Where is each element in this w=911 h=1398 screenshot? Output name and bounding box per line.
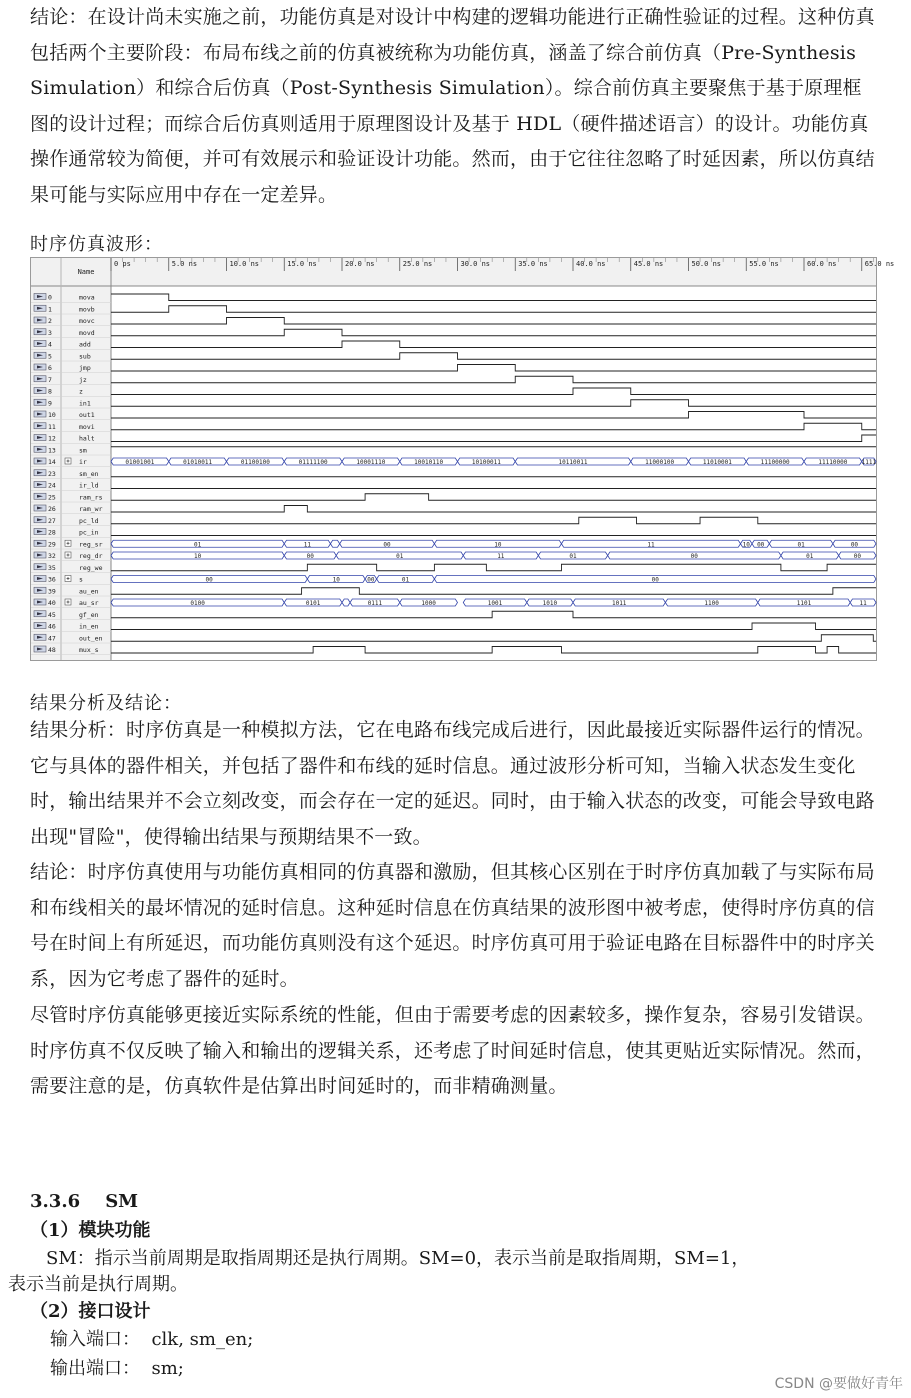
signal-name: jz [79,375,87,384]
bus-value: 1111 [861,459,877,466]
signal-wave [111,564,876,571]
time-label: 45.0 ns [633,260,664,268]
signal-row [31,552,876,561]
signal-index: 25 [48,493,56,502]
signal-name: s [79,575,83,584]
bus-value: 00 [205,576,213,584]
section-heading [30,1191,138,1212]
signal-row [31,540,876,549]
signal-wave [111,306,876,313]
time-label: 20.0 ns [345,260,375,268]
signal-row [31,529,876,538]
signal-index: 8 [48,387,52,396]
conclusion-paragraph: 结论：时序仿真使用与功能仿真相同的仿真器和激励，但其核心区别在于时序仿真加载了与实际布局和布线相关的最坏情况的延时信息。这种延时信息在仿真结果的波形图中被考虑，使得时序仿真的信号在时间上有所延迟，而功能仿真则没有这个延迟。时序仿真可用于验证电路在目标器件中的时序关系，因为它考虑了器件的延时。 [30,861,875,990]
signal-name: jmp [79,364,91,372]
signal-row [31,329,876,338]
bus-value: 1101 [796,600,812,607]
time-label: 25.0 ns [402,260,433,268]
signal-row [31,493,876,502]
signal-name: reg_we [79,563,103,572]
bus-value: 10100011 [471,459,501,466]
caveat-paragraph: 尽管时序仿真能够更接近实际系统的性能，但由于需要考虑的因素较多，操作复杂，容易引发错误。时序仿真不仅反映了输入和输出的逻辑关系，还考虑了时间延时信息，使其更贴近实际情况。然而，需要注意的是，仿真软件是估算出时间延时的，而非精确测量。 [30,1004,875,1097]
output-port-label: 输出端口： [50,1358,140,1379]
section-title: SM [105,1191,139,1212]
bus-segment [342,599,350,606]
bus-value: 0111 [367,600,383,607]
time-label: 65.0 ns [864,260,895,268]
signal-row [31,341,876,350]
signal-index: 10 [48,411,56,419]
bus-value: 11 [859,600,867,607]
input-port-row [50,1325,253,1351]
signal-name: reg_sr [79,540,103,549]
waveform-figure [30,257,895,661]
signal-name: in1 [79,399,91,408]
bus-value: 11000100 [645,459,675,466]
bus-value: 0101 [305,600,321,607]
signal-name: ram_rs [79,493,103,502]
time-label: 55.0 ns [749,260,779,268]
signal-wave [111,412,876,419]
signal-row [31,587,876,596]
watermark: CSDN @要做好青年 [774,1376,903,1392]
bus-value: 01 [401,576,410,584]
signal-row [31,611,876,620]
bus-value: 10 [194,553,202,560]
bus-value: 01 [797,541,805,549]
signal-index: 1 [48,305,52,314]
signal-row [31,576,876,585]
signal-index: 3 [48,328,52,337]
subheading-module-function: （1）模块功能 [30,1220,151,1241]
signal-row [31,482,876,491]
signal-wave [111,400,876,407]
bus-value: 00 [306,553,314,560]
signal-name: gf_en [79,610,99,619]
signal-index: 2 [48,317,52,325]
signal-row [31,305,876,314]
signal-wave [111,435,876,442]
signal-wave [111,318,876,325]
time-label: 10.0 ns [229,260,260,268]
signal-row [31,634,876,643]
bus-value: 11 [497,553,505,560]
signal-row [31,623,876,632]
signal-row [31,411,876,420]
signal-index: 47 [48,634,56,643]
input-port-value: clk, sm_en; [151,1329,254,1350]
sm-description-line2: 表示当前是执行周期。 [8,1274,188,1295]
signal-row [31,646,876,655]
bus-value: 00 [757,541,765,549]
signal-wave [111,388,876,395]
signal-name: ir_ld [79,481,99,490]
signal-row [31,364,876,373]
signal-wave [111,611,876,618]
signal-wave [111,353,876,360]
signal-name: movi [79,422,95,431]
time-label: 40.0 ns [576,260,606,268]
bus-value: 01 [194,541,202,549]
time-label: 15.0 ns [287,260,317,268]
signal-index: 39 [48,587,56,596]
signal-index: 6 [48,364,52,372]
signal-row [31,317,876,326]
signal-index: 27 [48,516,56,525]
signal-row [31,599,876,608]
signal-wave [111,647,876,654]
bus-value: 1010 [542,600,558,607]
signal-wave [111,329,876,336]
signal-index: 4 [48,340,52,349]
signal-name: movd [79,328,95,337]
bus-value: 10001110 [356,459,386,466]
time-label: 30.0 ns [460,260,491,268]
bus-value: 01010011 [183,459,213,466]
bus-value: 00 [853,553,861,560]
signal-wave [111,294,876,301]
signal-index: 48 [48,646,56,654]
intro-paragraph: 结论：在设计尚未实施之前，功能仿真是对设计中构建的逻辑功能进行正确性验证的过程。这种仿真包括两个主要阶段：布局布线之前的仿真被统称为功能仿真，涵盖了综合前仿真（Pre-Synthesis Simulation）和综合后仿真（Post-Synthesis Simulation）。综合前仿真主要聚焦于基于原理框图的设计过程；而综合后仿真则适用于原理图设计及基于 HDL（硬件描述语言）的设计。功能仿真操作通常较为简便，并可有效展示和验证设计功能。然而，由于它往往忽略了时延因素，所以仿真结果可能与实际应用中存在一定差异。 [30,6,875,206]
signal-row [31,423,876,432]
signal-row [31,505,876,514]
name-column-header: Name [77,268,95,276]
bus-value: 11100000 [760,459,790,466]
signal-name: movb [79,305,95,314]
signal-wave [111,494,876,501]
time-label: 5.0 ns [171,260,198,268]
waveform-svg [31,258,895,660]
signal-index: 5 [48,352,52,361]
signal-name: add [79,340,91,349]
signal-name: sm [79,446,87,455]
signal-index: 12 [48,434,56,443]
time-label: 35.0 ns [518,260,548,268]
bus-value: 01111100 [298,459,328,466]
signal-name: in_en [79,622,99,631]
bus-value: 10010110 [414,459,444,466]
signal-name: ram_wr [79,505,103,513]
analysis-caption: 结果分析及结论： [30,693,182,714]
output-port-row [50,1354,184,1380]
signal-name: au_sr [79,599,99,607]
bus-value: 1100 [704,600,719,607]
bus-value: 10 [494,541,502,549]
signal-index: 29 [48,540,56,549]
bus-value: 1001 [487,600,503,607]
signal-index: 14 [48,458,56,466]
signal-name: movа [79,293,95,302]
signal-name: z [79,387,83,396]
analysis-paragraph: 结果分析：时序仿真是一种模拟方法，它在电路布线完成后进行，因此最接近实际器件运行的情况。它与具体的器件相关，并包括了器件和布线的延时信息。通过波形分析可知，当输入状态发生变化时，输出结果并不会立刻改变，而会存在一定的延迟。同时，由于输入状态的改变，可能会导致电路出现"冒险"，使得输出结果与预期结果不一致。 [30,719,875,848]
signal-row [31,388,876,397]
signal-index: 35 [48,563,56,572]
bus-value: 00 [383,541,391,549]
signal-index: 7 [48,375,52,384]
signal-name: out1 [79,411,95,419]
bus-value: 01001001 [125,459,155,466]
bus-value: 00 [651,576,659,584]
signal-index: 26 [48,505,56,513]
signal-name: mux_s [79,646,99,654]
signal-name: halt [79,434,95,443]
bus-value: 01100100 [240,459,270,466]
signal-row [31,435,876,444]
signal-name: reg_dr [79,552,103,560]
bus-value: 0100 [190,600,205,607]
signal-index: 0 [48,293,52,302]
waveform-caption: 时序仿真波形： [30,234,163,255]
signal-index: 23 [48,469,56,478]
signal-row [31,470,876,479]
signal-index: 45 [48,610,56,619]
time-label: 0 ps [114,260,131,268]
output-port-value: sm; [151,1358,184,1379]
signal-row [31,399,876,408]
time-label: 60.0 ns [807,260,837,268]
signal-row [31,446,876,455]
time-label: 50.0 ns [691,260,722,268]
bus-value: 11 [647,541,655,549]
bus-value: 11 [303,541,311,549]
bus-value: 10 [332,576,340,584]
bus-value: 1000 [421,600,436,607]
signal-name: out_en [79,634,103,643]
signal-row [31,564,876,573]
signal-index: 9 [48,399,52,408]
signal-name: ir [79,458,87,466]
signal-row [31,294,876,303]
signal-index: 32 [48,552,56,560]
bus-value: 10110011 [558,459,588,466]
signal-wave [111,623,876,630]
signal-wave [111,517,876,524]
bus-value: 00 [367,576,375,584]
signal-row [31,517,876,526]
signal-wave [111,588,876,595]
signal-index: 40 [48,599,56,607]
signal-wave [111,635,876,642]
signal-index: 24 [48,481,56,490]
signal-row [31,376,876,385]
sm-description-line1: SM：指示当前周期是取指周期还是执行周期。SM=0，表示当前是取指周期，SM=1， [46,1248,750,1269]
bus-value: 11010001 [702,459,732,466]
signal-index: 11 [48,422,56,431]
signal-wave [111,376,876,383]
signal-wave [111,423,876,430]
signal-wave [111,341,876,348]
bus-value: 10 [742,541,750,549]
input-port-label: 输入端口： [50,1329,140,1350]
subheading-interface: （2）接口设计 [30,1301,151,1322]
signal-index: 28 [48,528,56,537]
bus-value: 00 [850,541,859,549]
signal-name: movc [79,317,95,325]
signal-row [31,458,876,467]
signal-name: sm_en [79,469,99,478]
signal-row [31,352,876,361]
signal-index: 36 [48,575,56,584]
signal-name: au_en [79,587,99,596]
bus-value: 11110000 [818,459,848,466]
signal-name: sub [79,352,91,361]
bus-value: 1011 [611,600,627,607]
signal-wave [111,506,876,513]
signal-name: pc_ld [79,516,99,525]
signal-name: pc_in [79,528,99,537]
bus-value: 01 [569,553,577,560]
bus-value: 00 [690,553,698,560]
bus-value: 01 [396,553,404,560]
signal-index: 13 [48,446,56,455]
signal-wave [111,365,876,372]
signal-index: 46 [48,622,56,631]
section-number: 3.3.6 [30,1191,81,1212]
bus-value: 01 [806,553,814,560]
bus-segment [330,540,339,547]
